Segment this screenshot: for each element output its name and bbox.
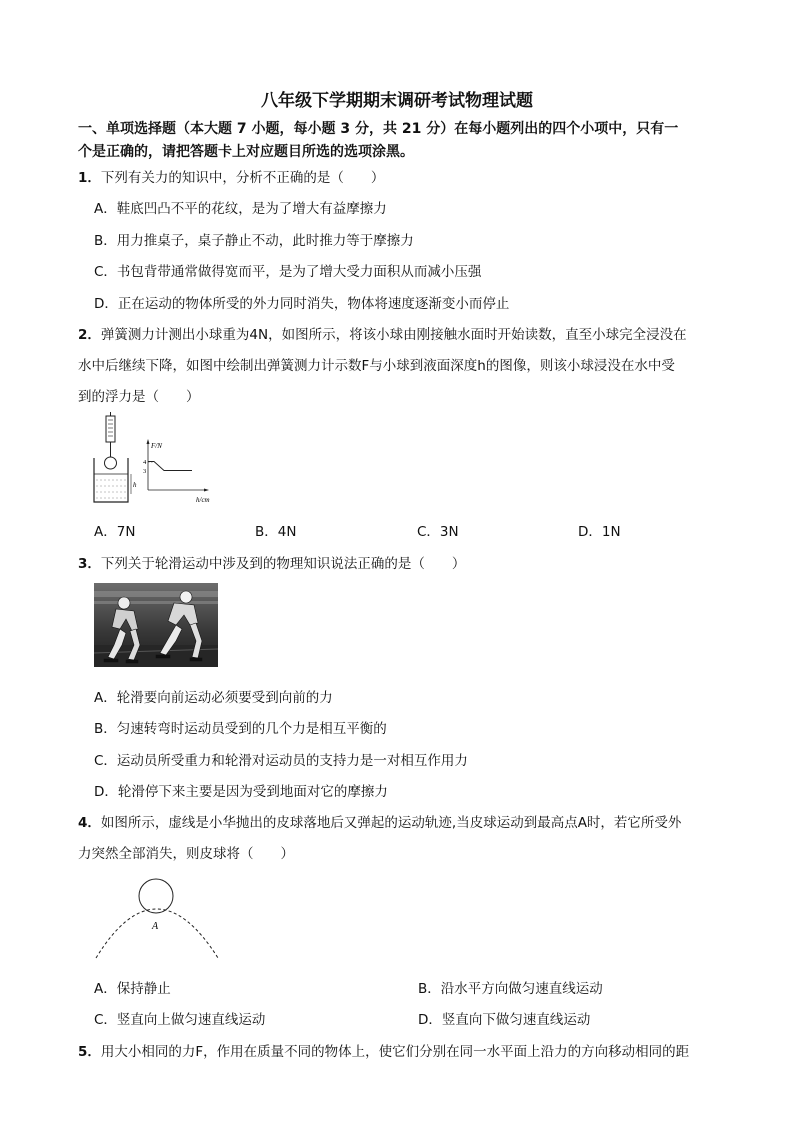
- question-5-line1: [78, 1040, 689, 1060]
- question-text: 下列有关力的知识中，分析不正确的是（ ）: [100, 170, 385, 186]
- q1-option-b: B．用力推桌子，桌子静止不动，此时推力等于摩擦力: [94, 233, 414, 249]
- q2-option-a: A．7N: [94, 524, 136, 540]
- question-1: [78, 166, 384, 186]
- question-2-line3: 到的浮力是（ ）: [78, 389, 200, 405]
- h-axis-label: h/cm: [196, 496, 210, 504]
- trajectory-curve: [96, 909, 218, 958]
- question-text: 用大小相同的力F，作用在质量不同的物体上，使它们分别在同一水平面上沿力的方向移动相同的距: [100, 1044, 690, 1060]
- q4-option-a: A．保持静止: [94, 981, 171, 997]
- q4-option-d: D．竖直向下做匀速直线运动: [418, 1012, 591, 1028]
- point-a-label: A: [152, 921, 159, 932]
- q1-option-a: A．鞋底凹凸不平的花纹，是为了增大有益摩擦力: [94, 201, 387, 217]
- q1-option-c: C．书包背带通常做得宽而平，是为了增大受力面积从而减小压强: [94, 264, 482, 280]
- beaker-h-label: h: [133, 481, 137, 489]
- section-header-line2: 个是正确的，请把答题卡上对应题目所选的选项涂黑。: [78, 144, 414, 160]
- f-axis-label: F/N: [151, 442, 162, 450]
- q2-option-d: D．1N: [578, 524, 621, 540]
- q2-option-c: C．3N: [417, 524, 459, 540]
- q2-figure: [88, 412, 218, 506]
- question-text: 弹簧测力计测出小球重为4N，如图所示，将该小球由刚接触水面时开始读数，直至小球完全浸没在: [100, 327, 687, 343]
- ball-icon: [105, 457, 117, 469]
- question-3: [78, 552, 465, 572]
- spring-scale-icon: [106, 412, 115, 457]
- question-2-line1: [78, 323, 687, 343]
- tick-label-3: 3: [143, 468, 147, 475]
- section-header-line1: 一、单项选择题（本大题 7 小题，每小题 3 分，共 21 分）在每小题列出的四个小项中，只有一: [78, 121, 679, 137]
- question-number: 2．: [78, 327, 101, 343]
- question-4-line2: 力突然全部消失，则皮球将（ ）: [78, 846, 294, 862]
- q3-option-b: B．匀速转弯时运动员受到的几个力是相互平衡的: [94, 721, 387, 737]
- question-text: 如图所示，虚线是小华抛出的皮球落地后又弹起的运动轨迹,当皮球运动到最高点A时，若它所受外: [100, 815, 682, 831]
- question-2-line2: 水中后继续下降，如图中绘制出弹簧测力计示数F与小球到液面深度h的图像，则该小球浸没在水中受: [78, 358, 675, 374]
- question-number: 4．: [78, 815, 101, 831]
- q4-option-b: B．沿水平方向做匀速直线运动: [418, 981, 603, 997]
- ball-icon: [139, 879, 173, 913]
- f-h-graph: [143, 439, 210, 504]
- q4-figure: [90, 870, 230, 962]
- q3-option-d: D．轮滑停下来主要是因为受到地面对它的摩擦力: [94, 784, 388, 800]
- question-number: 1．: [78, 170, 101, 186]
- question-4-line1: [78, 811, 681, 831]
- question-number: 3．: [78, 556, 101, 572]
- q1-option-d: D．正在运动的物体所受的外力同时消失，物体将速度逐渐变小而停止: [94, 296, 510, 312]
- question-number: 5．: [78, 1044, 101, 1060]
- q4-option-c: C．竖直向上做匀速直线运动: [94, 1012, 266, 1028]
- q3-option-a: A．轮滑要向前运动必须要受到向前的力: [94, 690, 333, 706]
- page-title: 八年级下学期期末调研考试物理试题: [261, 91, 533, 111]
- q2-option-b: B．4N: [255, 524, 297, 540]
- roller-skaters-photo: [94, 583, 218, 667]
- tick-label-4: 4: [143, 459, 147, 466]
- q3-option-c: C．运动员所受重力和轮滑对运动员的支持力是一对相互作用力: [94, 753, 468, 769]
- question-text: 下列关于轮滑运动中涉及到的物理知识说法正确的是（ ）: [100, 556, 466, 572]
